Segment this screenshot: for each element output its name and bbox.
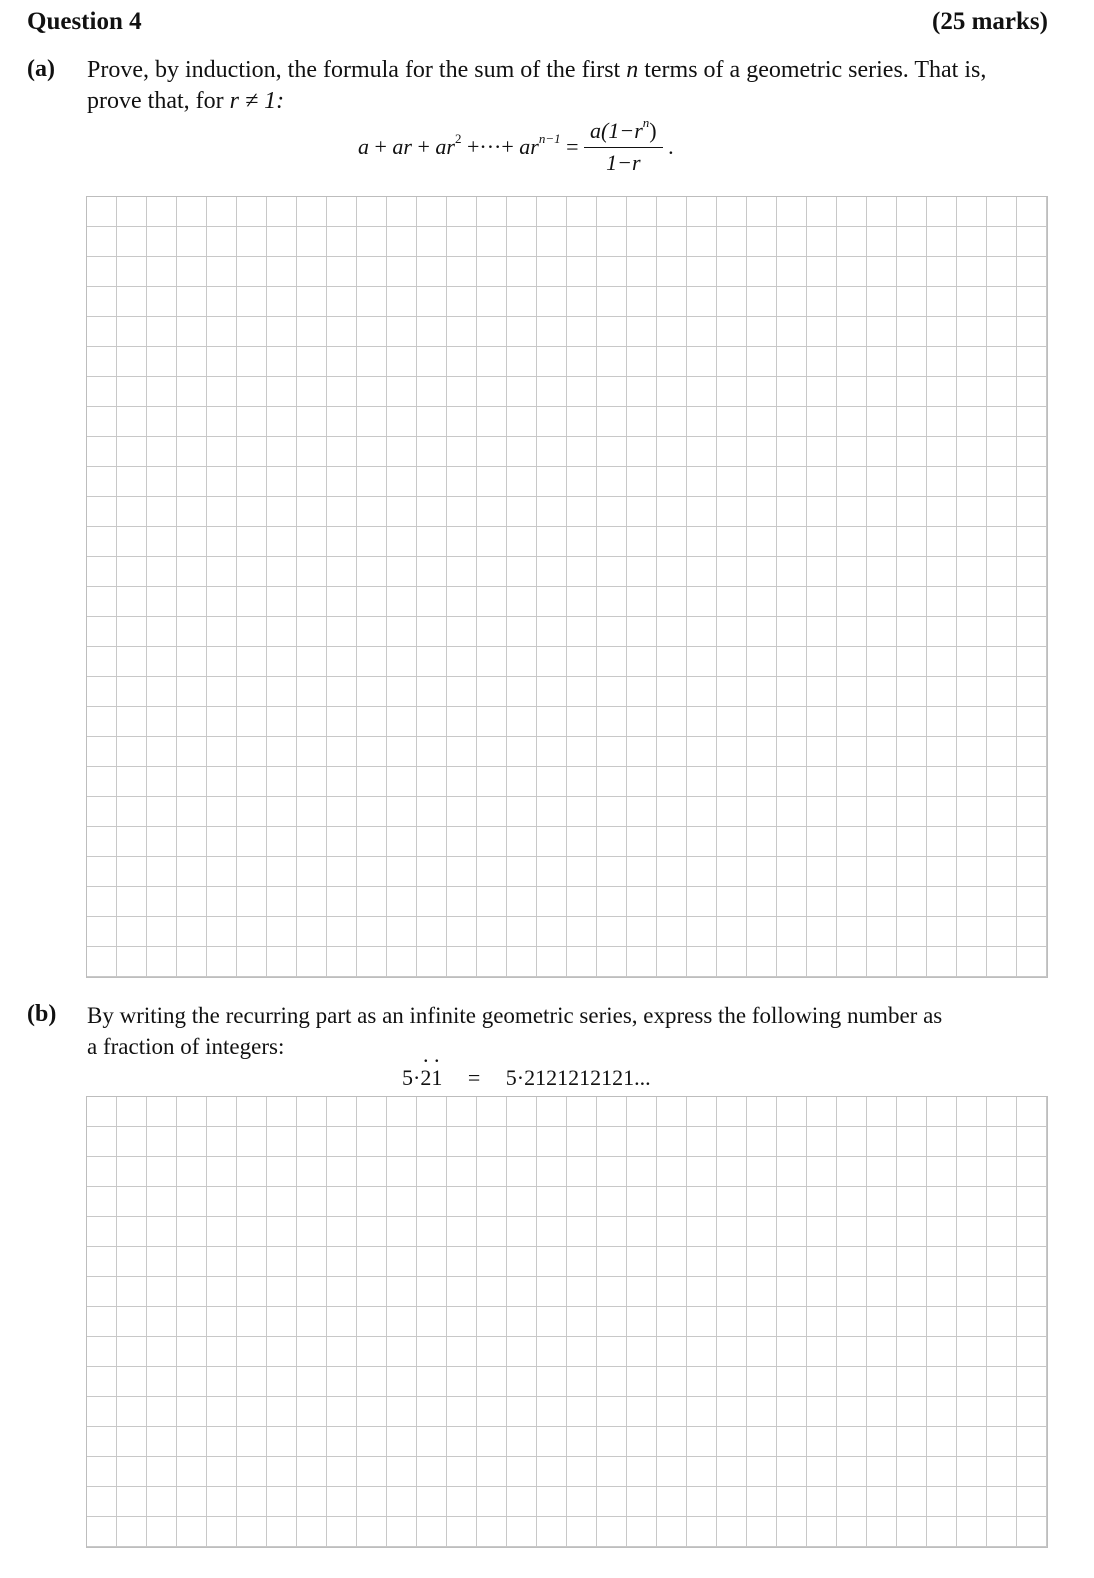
- part-a-condition: r ≠ 1:: [229, 88, 285, 114]
- recurring-digit-1: 2 ·: [420, 1065, 431, 1090]
- part-b-line2: a fraction of integers:: [87, 1034, 285, 1059]
- part-a-line2: prove that, for: [87, 88, 224, 114]
- term-ar2: ar: [435, 134, 455, 159]
- recurring-number: [402, 1065, 651, 1091]
- plus-ellipsis: +···+: [466, 134, 514, 159]
- formula-period: .: [668, 134, 674, 159]
- decimal-expansion: 5·2121212121...: [505, 1065, 651, 1090]
- geometric-sum-formula: [358, 115, 674, 180]
- term-a: a: [358, 134, 369, 159]
- equals-sign: =: [467, 1065, 481, 1090]
- answer-grid-a[interactable]: [86, 196, 1048, 978]
- part-a-label: (a): [27, 56, 55, 82]
- fraction-numerator: a(1−r: [590, 118, 643, 143]
- numerator-exponent: n: [642, 115, 650, 130]
- recurring-digit-2: 1 ·: [431, 1065, 442, 1090]
- exponent-2: 2: [454, 131, 462, 146]
- term-arn: ar: [519, 134, 539, 159]
- part-a-line1-rest: terms of a geometric series. That is,: [644, 57, 987, 83]
- fraction-denominator: 1−r: [606, 150, 641, 175]
- recurring-integer-part: 5·: [402, 1065, 421, 1090]
- term-ar: ar: [392, 134, 412, 159]
- exponent-n-minus-1: n−1: [538, 131, 561, 146]
- plus: +: [374, 134, 387, 159]
- part-a-line1: Prove, by induction, the formula for the sum of the first: [87, 57, 621, 83]
- answer-grid-b[interactable]: [86, 1096, 1048, 1548]
- equals-sign: =: [566, 134, 579, 159]
- part-b-label: (b): [27, 1001, 57, 1027]
- part-a-var-n: n: [626, 57, 639, 83]
- part-a-text: [87, 55, 1047, 117]
- question-marks: (25 marks): [932, 8, 1048, 35]
- plus: +: [417, 134, 430, 159]
- part-b-line1: By writing the recurring part as an infinite geometric series, express the following number as: [87, 1003, 943, 1028]
- numerator-close: ): [649, 118, 657, 143]
- sum-fraction: [584, 115, 663, 176]
- part-b-text: [87, 1000, 1047, 1062]
- question-title: Question 4: [27, 8, 142, 35]
